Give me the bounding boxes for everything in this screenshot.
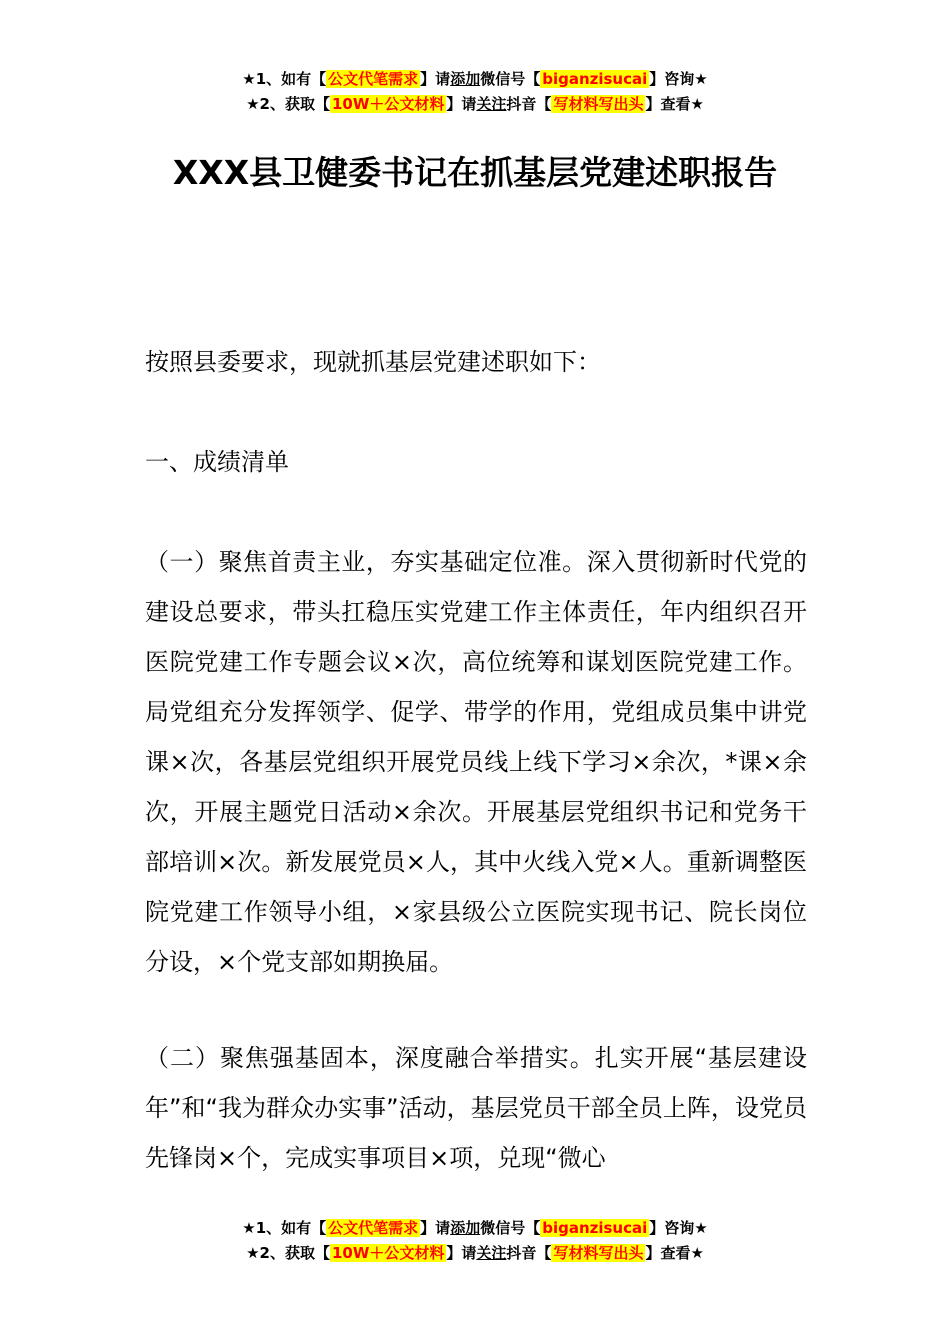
- banner-text: 】请: [446, 1244, 477, 1262]
- banner-highlight: 公文代笔需求: [328, 1219, 419, 1237]
- banner-underline: 关注: [476, 95, 507, 113]
- banner-highlight: 写材料写出头: [553, 1244, 644, 1262]
- banner-text: 】请: [420, 1219, 451, 1237]
- banner-text: ★2、获取【: [246, 95, 330, 113]
- banner-underline: 添加: [450, 1219, 481, 1237]
- paragraph-2: （二）聚焦强基固本，深度融合举措实。扎实开展“基层建设年”和“我为群众办实事”活动，基层党员干部全员上阵，设党员先锋岗×个，完成实事项目×项，兑现“微心: [145, 1044, 807, 1172]
- banner-text: ★1、如有【: [242, 70, 327, 88]
- banner-line-2: [0, 1241, 950, 1266]
- banner-text: 】请: [446, 95, 477, 113]
- banner-text: 抖音【: [506, 95, 552, 113]
- banner-text: ★2、获取【: [246, 1244, 330, 1262]
- banner-text: 】咨询★: [649, 70, 708, 88]
- paragraph-1: （一）聚焦首责主业，夯实基础定位准。深入贯彻新时代党的建设总要求，带头扛稳压实党建工作主体责任，年内组织召开医院党建工作专题会议×次，高位统筹和谋划医院党建工作。局党组充分发挥领学、促学、带学的作用，党组成员集中讲党课×次，各基层党组织开展党员线上线下学习×余次，*课×余次，开展主题党日活动×余次。开展基层党组织书记和党务干部培训×次。新发展党员×人，其中火线入党×人。重新调整医院党建工作领导小组，×家县级公立医院实现书记、院长岗位分设，×个党支部如期换届。: [145, 548, 807, 976]
- banner-text: 】查看★: [645, 1244, 704, 1262]
- banner-highlight: biganzisucai: [542, 1219, 648, 1237]
- banner-line-2: [0, 92, 950, 117]
- bottom-banner: [0, 1216, 950, 1266]
- banner-underline: 添加: [450, 70, 481, 88]
- banner-highlight: 公文代笔需求: [328, 70, 419, 88]
- banner-highlight: biganzisucai: [542, 70, 648, 88]
- banner-text: 微信号【: [480, 1219, 541, 1237]
- section-heading: 一、成绩清单: [145, 448, 289, 476]
- banner-text: 】请: [420, 70, 451, 88]
- intro-paragraph: 按照县委要求，现就抓基层党建述职如下：: [145, 348, 601, 376]
- banner-text: 微信号【: [480, 70, 541, 88]
- banner-highlight: 10W＋公文材料: [331, 95, 445, 113]
- banner-text: ★1、如有【: [242, 1219, 327, 1237]
- banner-underline: 关注: [476, 1244, 507, 1262]
- banner-text: 】查看★: [645, 95, 704, 113]
- banner-highlight: 写材料写出头: [553, 95, 644, 113]
- banner-line-1: [0, 67, 950, 92]
- banner-text: 抖音【: [506, 1244, 552, 1262]
- document-title: XXX县卫健委书记在抓基层党建述职报告: [172, 153, 778, 192]
- banner-line-1: [0, 1216, 950, 1241]
- top-banner: [0, 67, 950, 117]
- banner-text: 】咨询★: [649, 1219, 708, 1237]
- banner-highlight: 10W＋公文材料: [331, 1244, 445, 1262]
